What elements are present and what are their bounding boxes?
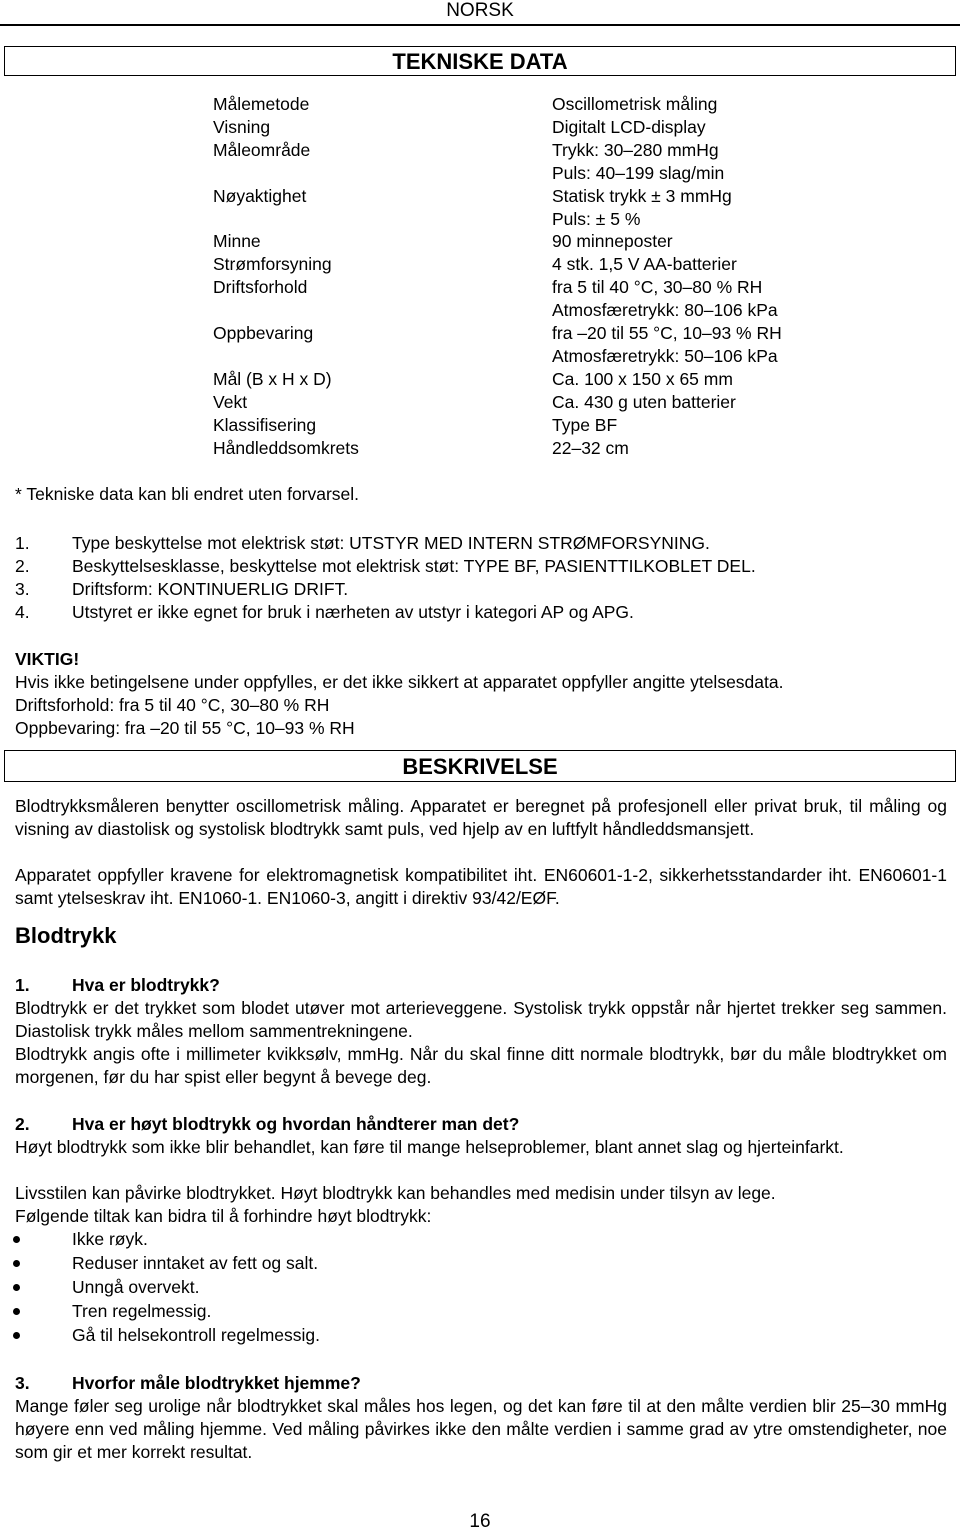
list-item: Ikke røyk. [72,1229,148,1249]
description-title: BESKRIVELSE [402,754,558,779]
list-item: Reduser inntaket av fett og salt. [72,1253,319,1273]
spec-value: Ca. 100 x 150 x 65 mm [552,369,733,389]
spec-value: 22–32 cm [552,438,629,458]
list-item: Gå til helsekontroll regelmessig. [72,1325,321,1345]
question-title: Hvorfor måle blodtrykket hjemme? [72,1373,361,1393]
spec-label: Mål (B x H x D) [213,369,332,389]
spec-value: Statisk trykk ± 3 mmHg [552,186,732,206]
bullet-icon [13,1308,20,1315]
spec-label: Oppbevaring [213,323,314,343]
header-divider [0,24,960,26]
spec-value: Oscillometrisk måling [552,94,718,114]
spec-label: Strømforsyning [213,254,332,274]
list-number: 3. [15,579,30,599]
spec-value: Trykk: 30–280 mmHg [552,140,719,160]
page-number: 16 [469,1511,491,1532]
blood-pressure-heading: Blodtrykk [15,923,117,948]
list-item: Type beskyttelse mot elektrisk støt: UTSTYR MED INTERN STRØMFORSYNING. [72,533,710,553]
bullet-icon [13,1236,20,1243]
spec-label: Minne [213,231,261,251]
question-number: 2. [15,1114,30,1134]
question-title: Hva er høyt blodtrykk og hvordan håndterer man det? [72,1114,520,1134]
spec-label: Vekt [213,392,248,412]
spec-label: Målemetode [213,94,310,114]
bullet-icon [13,1260,20,1267]
answer-line: Følgende tiltak kan bidra til å forhindre høyt blodtrykk: [15,1206,432,1226]
bullet-icon [13,1284,20,1291]
question-number: 3. [15,1373,30,1393]
answer-paragraph: Blodtrykk er det trykket som blodet utøver mot arterieveggene. Systolisk trykk oppstår når hjertet trekker seg sammen. Diastolisk trykk måles mellom sammentrekningene. [15,998,947,1041]
spec-value: Ca. 430 g uten batterier [552,392,736,412]
description-paragraph: Blodtrykksmåleren benytter oscillometrisk måling. Apparatet er beregnet på profesjonell eller privat bruk, til måling og visning av diastolisk og systolisk blodtrykk samt puls, ved hjelp av en luftfylt håndleddsmansjett. [15,796,947,839]
list-item: Beskyttelsesklasse, beskyttelse mot elektrisk støt: TYPE BF, PASIENTTILKOBLET DEL. [72,556,756,576]
answer-paragraph: Høyt blodtrykk som ikke blir behandlet, kan føre til mange helseproblemer, blant annet slag og hjerteinfarkt. [15,1137,844,1157]
list-item: Driftsform: KONTINUERLIG DRIFT. [72,579,349,599]
description-paragraph: Apparatet oppfyller kravene for elektromagnetisk kompatibilitet iht. EN60601-1-2, sikkerhetsstandarder iht. EN60601-1 samt ytelseskrav iht. EN1060-1. EN1060-3, angitt i direktiv 93/42/EØF. [15,865,947,908]
list-number: 4. [15,602,30,622]
spec-value: Atmosfæretrykk: 80–106 kPa [552,300,778,320]
list-number: 1. [15,533,30,553]
important-heading: VIKTIG! [15,649,80,669]
answer-paragraph: Mange føler seg urolige når blodtrykket skal måles hos legen, og det kan føre til at den målte verdien blir 25–30 mmHg høyere enn ved måling hjemme. Ved måling påvirkes ikke den målte verdien i samme grad av ytre omstendigheter, noe som gir et mer korrekt resultat. [15,1396,947,1462]
list-item: Unngå overvekt. [72,1277,200,1297]
important-text: Hvis ikke betingelsene under oppfylles, er det ikke sikkert at apparatet oppfyller angitte ytelsesdata. [15,672,784,692]
question-title: Hva er blodtrykk? [72,975,220,995]
list-item: Utstyret er ikke egnet for bruk i nærheten av utstyr i kategori AP og APG. [72,602,634,622]
question-number: 1. [15,975,30,995]
spec-label: Håndleddsomkrets [213,438,359,458]
important-storage-conditions: Oppbevaring: fra –20 til 55 °C, 10–93 % RH [15,718,355,738]
page-language-header: NORSK [446,0,514,21]
spec-value: 90 minneposter [552,231,673,251]
spec-value: Puls: 40–199 slag/min [552,163,725,183]
list-number: 2. [15,556,30,576]
spec-value: Puls: ± 5 % [552,209,641,229]
spec-value: Atmosfæretrykk: 50–106 kPa [552,346,778,366]
spec-label: Måleområde [213,140,311,160]
spec-value: 4 stk. 1,5 V AA-batterier [552,254,737,274]
important-operating-conditions: Driftsforhold: fra 5 til 40 °C, 30–80 % RH [15,695,330,715]
spec-value: fra –20 til 55 °C, 10–93 % RH [552,323,782,343]
spec-label: Klassifisering [213,415,317,435]
spec-value: Digitalt LCD-display [552,117,706,137]
bullet-icon [13,1332,20,1339]
spec-value: fra 5 til 40 °C, 30–80 % RH [552,277,763,297]
spec-label: Driftsforhold [213,277,308,297]
tech-data-title: TEKNISKE DATA [392,49,568,74]
spec-label: Nøyaktighet [213,186,307,206]
answer-paragraph: Blodtrykk angis ofte i millimeter kvikksølv, mmHg. Når du skal finne ditt normale blodtrykk, bør du måle blodtrykket om morgenen, før du har spist eller begynt å bevege deg. [15,1044,947,1087]
spec-value: Type BF [552,415,618,435]
spec-label: Visning [213,117,271,137]
list-item: Tren regelmessig. [72,1301,212,1321]
tech-data-note: * Tekniske data kan bli endret uten forvarsel. [15,484,360,504]
answer-line: Livsstilen kan påvirke blodtrykket. Høyt blodtrykk kan behandles med medisin under tilsyn av lege. [15,1183,776,1203]
